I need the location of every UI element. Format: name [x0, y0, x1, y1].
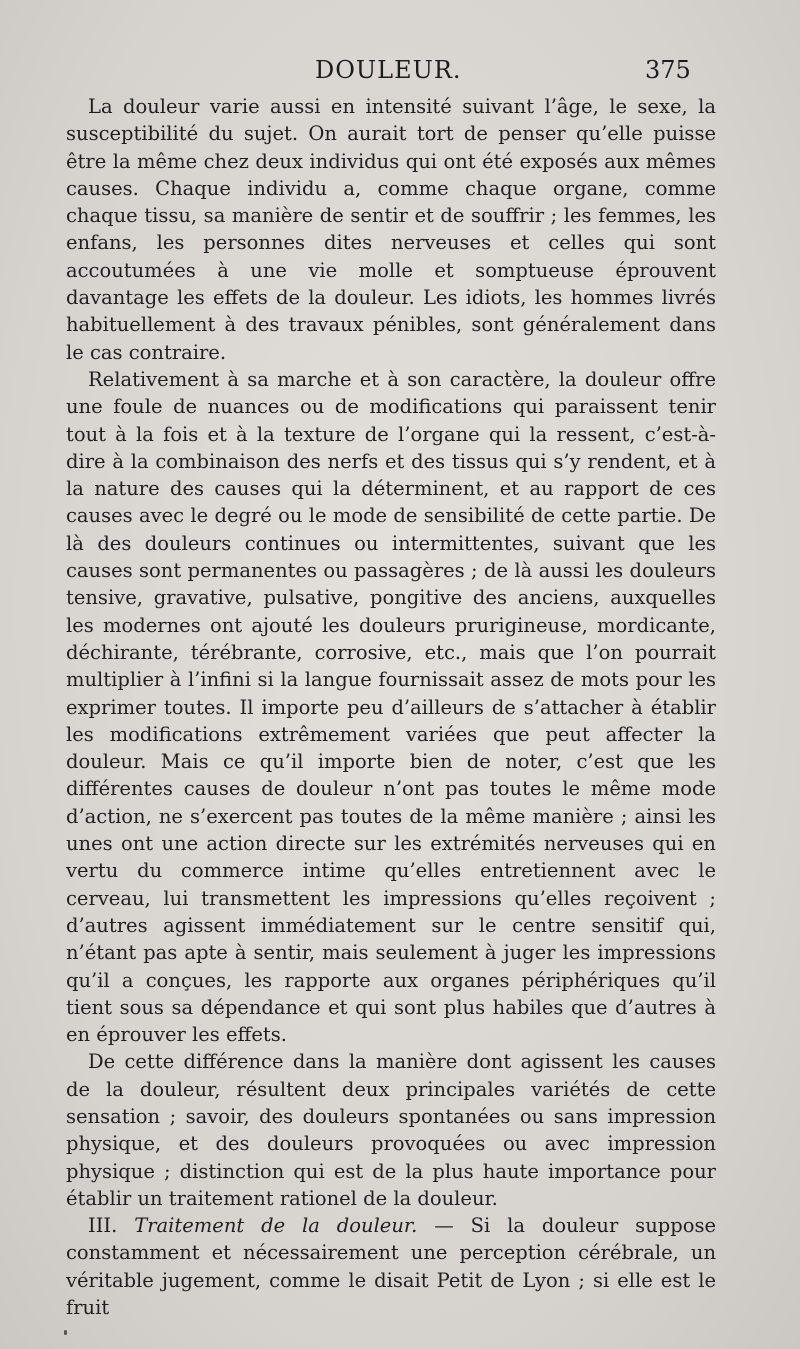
paragraph-4 [66, 1212, 716, 1321]
section-number: III. [88, 1214, 118, 1238]
page-header [0, 56, 800, 90]
page-number: 375 [645, 56, 691, 84]
paragraph-3: De cette différence dans la manière dont agissent les causes de la douleur, résultent deux principales variétés de cette sensation ; savoir, des douleurs spontanées ou sans impression physique, et des douleurs provoquées ou avec impression physique ; distinction qui est de la plus haute importance pour établir un traitement rationel de la douleur. [66, 1050, 716, 1210]
paragraph-2: Relativement à sa marche et à son caractère, la douleur offre une foule de nuances ou de modifications qui paraissent tenir tout à la fois et à la texture de l’organe qui la ressent, c’est-à-dire à la combinaison des nerfs et des tissus qui s’y rendent, et à la nature des causes qui la déterminent, et au rapport de ces causes avec le degré ou le mode de sensibilité de cette partie. De là des douleurs continues ou intermittentes, suivant que les causes sont permanentes ou passagères ; de là aussi les douleurs tensive, gravative, pulsative, pongitive des anciens, auxquelles les modernes ont ajouté les douleurs prurigineuse, mordicante, déchirante, térébrante, corrosive, etc., mais que l’on pourrait multiplier à l’infini si la langue fournissait assez de mots pour les exprimer toutes. Il importe peu d’ailleurs de s’attacher à établir les modifications extrêmement variées que peut affecter la douleur. Mais ce qu’il importe bien de noter, c’est que les différentes causes de douleur n’ont pas toutes le même mode d’action, ne s’exercent pas toutes de la même manière ; ainsi les unes ont une action directe sur les extrémités nerveuses qui en vertu du commerce intime qu’elles entretiennent avec le cerveau, lui transmettent les impressions qu’elles reçoivent ; d’autres agissent immédiatement sur le centre sensitif qui, n’étant pas apte à sentir, mais seulement à juger les impressions qu’il a conçues, les rapporte aux organes périphériques qu’il tient sous sa dépendance et qui sont plus habiles que d’autres à en éprouver les effets. [66, 367, 716, 1047]
ink-speck [64, 1330, 67, 1335]
running-title: DOULEUR. [315, 56, 462, 84]
paragraph-1: La douleur varie aussi en intensité suivant l’âge, le sexe, la susceptibilité du sujet. On aurait tort de penser qu’elle puisse être la même chez deux individus qui ont été exposés aux mêmes causes. Chaque individu a, comme chaque organe, comme chaque tissu, sa manière de sentir et de souffrir ; les femmes, les enfans, les personnes dites nerveuses et celles qui sont accoutumées à une vie molle et somptueuse éprouvent davantage les effets de la douleur. Les idiots, les hommes livrés habituellement à des travaux pénibles, sont généralement dans le cas contraire. [66, 95, 716, 364]
section-title: Traitement de la douleur. [134, 1214, 418, 1238]
body-text [66, 93, 716, 1321]
paragraph-4-text: — Si la douleur suppose constamment et nécessairement une perception cérébrale, un véritable jugement, comme le disait Petit de Lyon ; si elle est le fruit [66, 1214, 717, 1320]
